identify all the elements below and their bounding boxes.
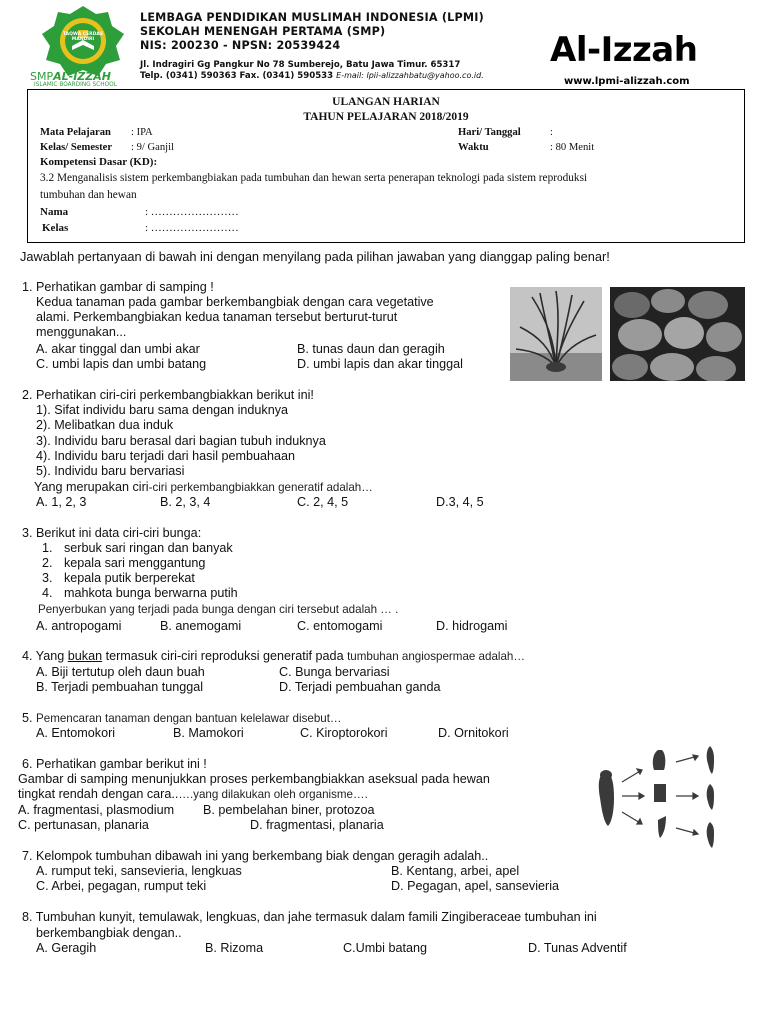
exam-title: ULANGAN HARIAN (332, 96, 440, 108)
logo-school-sub: ISLAMIC BOARDING SCHOOL (34, 82, 117, 88)
time-label: Waktu (458, 142, 489, 153)
website: www.lpmi-alizzah.com (564, 76, 690, 87)
subject-label: Mata Pelajaran (40, 127, 111, 138)
q7-option-d[interactable]: D. Pegagan, apel, sansevieria (391, 879, 560, 893)
q3-item-2: kepala sari menggantung (64, 556, 206, 570)
org-name: LEMBAGA PENDIDIKAN MUSLIMAH INDONESIA (LPMI) (140, 11, 484, 24)
student-class-field[interactable]: : …………………… (145, 222, 239, 234)
q3-item-4: mahkota bunga berwarna putih (64, 586, 238, 600)
q4-stem: 4. Yang bukan termasuk ciri-ciri reproduksi generatif pada tumbuhan angiospermae adalah… (22, 649, 525, 663)
q8-line2: berkembangbiak dengan.. (36, 926, 182, 940)
q1-option-b[interactable]: B. tunas daun dan geragih (297, 342, 445, 356)
q3-item-4-num: 4. (42, 586, 53, 600)
q2-prompt: Yang merupakan ciri-ciri perkembangbiakkan generatif adalah… (34, 480, 373, 494)
q5-option-a[interactable]: A. Entomokori (36, 726, 116, 740)
q2-option-b[interactable]: B. 2, 3, 4 (160, 495, 211, 509)
q6-line2: Gambar di samping menunjukkan proses perkembangbiakkan aseksual pada hewan (18, 772, 490, 786)
planaria-fragmentation-diagram (588, 742, 738, 850)
q2-item-4: 4). Individu baru terjadi dari hasil pembuahaan (36, 449, 296, 463)
q3-option-d[interactable]: D. hidrogami (436, 619, 508, 633)
q1-line4: menggunakan... (36, 325, 127, 339)
q3-option-a[interactable]: A. antropogami (36, 619, 122, 633)
q6-option-a[interactable]: A. fragmentasi, plasmodium (18, 803, 175, 817)
q3-item-1: serbuk sari ringan dan banyak (64, 541, 233, 555)
q1-line3: alami. Perkembangbiakan kedua tanaman tersebut berturut-turut (36, 310, 398, 324)
q8-option-c[interactable]: C.Umbi batang (343, 941, 427, 955)
student-class-label: Kelas (42, 222, 69, 234)
q2-item-3: 3). Individu baru berasal dari bagian tubuh induknya (36, 434, 326, 448)
q5-option-b[interactable]: B. Mamokori (173, 726, 244, 740)
student-name-label: Nama (40, 206, 69, 218)
school-name: SEKOLAH MENENGAH PERTAMA (SMP) (140, 25, 386, 38)
school-contact: Telp. (0341) 590363 Fax. (0341) 590533 E-mail: lpii-alizzahbatu@yahoo.co.id. (140, 71, 484, 81)
subject-value: : IPA (131, 127, 153, 138)
q3-item-3: kepala putik berperekat (64, 571, 195, 585)
class-label: Kelas/ Semester (40, 142, 113, 153)
day-value: : (550, 127, 553, 138)
q2-item-2: 2). Melibatkan dua induk (36, 418, 174, 432)
q2-item-5: 5). Individu baru bervariasi (36, 464, 185, 478)
school-address: Jl. Indragiri Gg Pangkur No 78 Sumberejo, Batu Jawa Timur. 65317 (140, 60, 461, 70)
school-ids: NIS: 200230 - NPSN: 20539424 (140, 39, 341, 52)
q6-line3: tingkat rendah dengan cara..….yang dilakukan oleh organisme…. (18, 787, 368, 801)
q6-option-b[interactable]: B. pembelahan biner, protozoa (203, 803, 375, 817)
time-value: : 80 Menit (550, 142, 595, 153)
q1-line2: Kedua tanaman pada gambar berkembangbiak dengan cara vegetative (36, 295, 434, 309)
q1-option-d[interactable]: D. umbi lapis dan akar tinggal (297, 357, 463, 371)
school-email: E-mail: lpii-alizzahbatu@yahoo.co.id. (336, 71, 484, 80)
instruction: Jawablah pertanyaan di bawah ini dengan menyilang pada pilihan jawaban yang dianggap paling benar! (20, 249, 610, 264)
q3-stem: 3. Berikut ini data ciri-ciri bunga: (22, 526, 202, 540)
q4-option-a[interactable]: A. Biji tertutup oleh daun buah (36, 665, 205, 679)
day-label: Hari/ Tanggal (458, 127, 521, 138)
q7-option-c[interactable]: C. Arbei, pegagan, rumput teki (36, 879, 207, 893)
q7-stem: 7. Kelompok tumbuhan dibawah ini yang berkembang biak dengan geragih adalah.. (22, 849, 489, 863)
exam-year: TAHUN PELAJARAN 2018/2019 (303, 111, 469, 123)
kd-text-line2: tumbuhan dan hewan (40, 189, 137, 201)
q2-item-1: 1). Sifat individu baru sama dengan induknya (36, 403, 289, 417)
q6-option-d[interactable]: D. fragmentasi, planaria (250, 818, 384, 832)
q5-option-c[interactable]: C. Kiroptorokori (300, 726, 388, 740)
class-value: : 9/ Ganjil (131, 142, 174, 153)
q2-option-c[interactable]: C. 2, 4, 5 (297, 495, 349, 509)
brand-title: Al-Izzah (550, 30, 698, 70)
q1-option-c[interactable]: C. umbi lapis dan umbi batang (36, 357, 207, 371)
q2-option-d[interactable]: D.3, 4, 5 (436, 495, 484, 509)
logo-school-name: SMPAL-IZZAH (30, 70, 111, 83)
q3-item-1-num: 1. (42, 541, 53, 555)
q7-option-a[interactable]: A. rumput teki, sansevieria, lengkuas (36, 864, 242, 878)
q2-option-a[interactable]: A. 1, 2, 3 (36, 495, 87, 509)
q3-item-3-num: 3. (42, 571, 53, 585)
q5-stem: 5. Pemencaran tanaman dengan bantuan kelelawar disebut… (22, 711, 342, 725)
q4-option-d[interactable]: D. Terjadi pembuahan ganda (279, 680, 441, 694)
q8-option-b[interactable]: B. Rizoma (205, 941, 264, 955)
grass-plant-image (510, 287, 602, 381)
q1-stem: 1. Perhatikan gambar di samping ! (22, 280, 214, 294)
q8-option-d[interactable]: D. Tunas Adventif (528, 941, 627, 955)
q3-item-2-num: 2. (42, 556, 53, 570)
q3-prompt: Penyerbukan yang terjadi pada bunga dengan ciri tersebut adalah … . (38, 603, 399, 616)
kd-label: Kompetensi Dasar (KD): (40, 156, 158, 168)
q1-option-a[interactable]: A. akar tinggal dan umbi akar (36, 342, 200, 356)
q7-option-b[interactable]: B. Kentang, arbei, apel (391, 864, 520, 878)
q2-stem: 2. Perhatikan ciri-ciri perkembangbiakkan berikut ini! (22, 388, 314, 402)
logo-motto: TAQWA CERDAS MANDIRI (62, 32, 104, 42)
q6-stem: 6. Perhatikan gambar berikut ini ! (22, 757, 207, 771)
q8-option-a[interactable]: A. Geragih (36, 941, 97, 955)
q5-option-d[interactable]: D. Ornitokori (438, 726, 509, 740)
q8-stem: 8. Tumbuhan kunyit, temulawak, lengkuas, dan jahe termasuk dalam famili Zingiberaceae tumbuhan ini (22, 910, 597, 924)
student-name-field[interactable]: : …………………… (145, 206, 239, 218)
q6-option-c[interactable]: C. pertunasan, planaria (18, 818, 149, 832)
q4-option-b[interactable]: B. Terjadi pembuahan tunggal (36, 680, 204, 694)
q3-option-b[interactable]: B. anemogami (160, 619, 242, 633)
q4-option-c[interactable]: C. Bunga bervariasi (279, 665, 390, 679)
q3-option-c[interactable]: C. entomogami (297, 619, 383, 633)
potato-image (610, 287, 745, 381)
kd-text-line1: 3.2 Menganalisis sistem perkembangbiakan pada tumbuhan dan hewan serta penerapan teknologi pada sistem reproduksi (40, 172, 588, 184)
